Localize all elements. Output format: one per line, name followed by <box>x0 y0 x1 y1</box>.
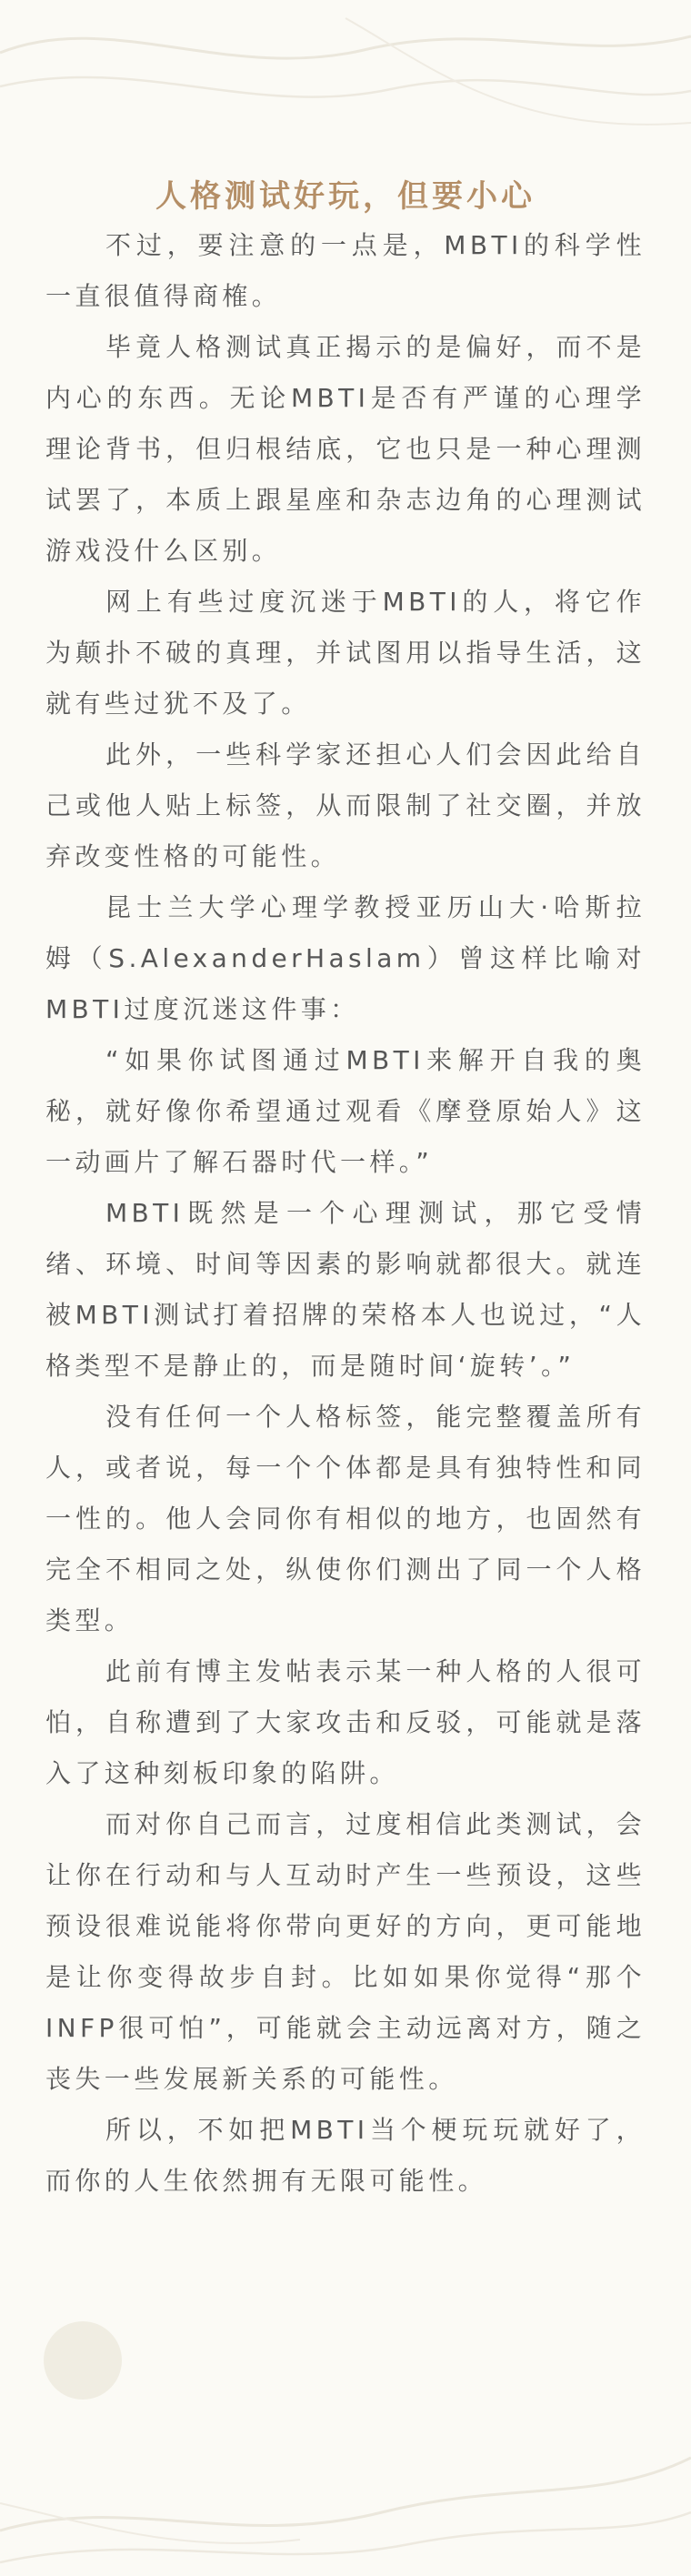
wave-decoration-bottom <box>0 2394 691 2576</box>
article-title: 人格测试好玩，但要小心 <box>155 178 536 215</box>
paragraph: 而对你自己而言，过度相信此类测试，会让你在行动和与人互动时产生一些预设，这些预设很难说能将你带向更好的方向，更可能地是让你变得故步自封。比如如果你觉得“那个INFP很可怕”，可能就会主动远离对方，随之丧失一些发展新关系的可能性。 <box>45 1809 646 2094</box>
circle-decoration <box>44 2321 122 2400</box>
paragraph: 所以，不如把MBTI当个梗玩玩就好了，而你的人生依然拥有无限可能性。 <box>45 2115 646 2196</box>
wave-decoration-top <box>0 0 691 164</box>
article-body <box>45 220 646 2207</box>
paragraph: 此外，一些科学家还担心人们会因此给自己或他人贴上标签，从而限制了社交圈，并放弃改变性格的可能性。 <box>45 740 646 871</box>
paragraph: 不过，要注意的一点是，MBTI的科学性一直很值得商榷。 <box>45 230 646 311</box>
paragraph: 此前有博主发帖表示某一种人格的人很可怕，自称遭到了大家攻击和反驳，可能就是落入了这种刻板印象的陷阱。 <box>45 1656 646 1788</box>
paragraph: 毕竟人格测试真正揭示的是偏好，而不是内心的东西。无论MBTI是否有严谨的心理学理论背书，但归根结底，它也只是一种心理测试罢了，本质上跟星座和杂志边角的心理测试游戏没什么区别。 <box>45 332 646 566</box>
paragraph: 没有任何一个人格标签，能完整覆盖所有人，或者说，每一个个体都是具有独特性和同一性的。他人会同你有相似的地方，也固然有完全不相同之处，纵使你们测出了同一个人格类型。 <box>45 1402 646 1635</box>
paragraph: 昆士兰大学心理学教授亚历山大·哈斯拉姆（S.AlexanderHaslam）曾这样比喻对MBTI过度沉迷这件事： <box>45 892 646 1024</box>
paragraph: MBTI既然是一个心理测试，那它受情绪、环境、时间等因素的影响就都很大。就连被MBTI测试打着招牌的荣格本人也说过，“人格类型不是静止的，而是随时间‘旋转’。” <box>45 1198 646 1381</box>
quote-paragraph: “如果你试图通过MBTI来解开自我的奥秘，就好像你希望通过观看《摩登原始人》这一动画片了解石器时代一样。” <box>45 1045 646 1177</box>
paragraph: 网上有些过度沉迷于MBTI的人，将它作为颠扑不破的真理，并试图用以指导生活，这就有些过犹不及了。 <box>45 587 646 719</box>
